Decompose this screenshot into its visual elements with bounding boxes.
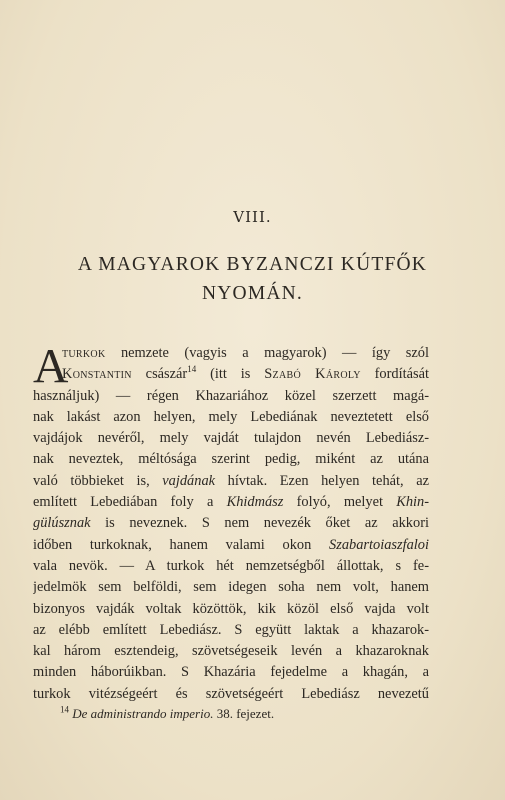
- drop-cap: A: [33, 338, 69, 393]
- text-run: Konstantin: [62, 366, 132, 383]
- text-run: folyó, melyet: [283, 494, 397, 511]
- text-run: császár: [131, 366, 188, 383]
- text-line: vajdájok nevéről, mely vajdát tulajdon nevén Lebediász-: [33, 430, 429, 447]
- chapter-number: VIII.: [233, 208, 272, 226]
- text-run: nemzete (vagyis a magyarok) — így szól: [105, 345, 429, 361]
- text-line: [33, 513, 429, 534]
- text-run: időben turkoknak, hanem valami okon: [33, 536, 330, 553]
- chapter-title: [30, 250, 475, 308]
- text-run: való többieket is,: [33, 472, 163, 489]
- text-line: nak lakást azon helyen, mely Lebediának neveztetett első: [33, 408, 429, 425]
- text-run: fordítását: [360, 366, 429, 383]
- text-run: hívtak. Ezen helyen tehát, az: [215, 472, 429, 489]
- chapter-title-line-1: A MAGYAROK BYZANCZI KÚTFŐK: [77, 254, 428, 275]
- text-run: gülúsznak: [33, 515, 91, 532]
- text-run: vajdának: [162, 472, 216, 489]
- text-line: [33, 471, 429, 492]
- footnote-text: 38. fejezet.: [213, 706, 275, 721]
- footnote-ref: 14: [187, 364, 197, 375]
- text-run: Szabó Károly: [264, 366, 361, 383]
- text-line: kal három esztendeig, szövetségeseik levén a khazaroknak: [33, 643, 429, 660]
- text-run: Khin-: [396, 494, 429, 511]
- text-line: bizonyos vajdák voltak közöttök, kik közöl első vajda volt: [33, 600, 429, 617]
- text-run: turkok: [62, 345, 106, 361]
- text-line: [33, 535, 429, 556]
- body-text: [33, 338, 429, 705]
- footnote: [60, 706, 440, 722]
- text-line: [33, 343, 429, 364]
- text-line: vala nevök. — A turkok hét nemzetségből állottak, s fe-: [33, 557, 429, 574]
- text-line: turkok vitézségeért és szövetségeért Lebediász nevezetű: [33, 685, 429, 702]
- text-line: minden háborúikban. S Khazária fejedelme a khagán, a: [33, 664, 429, 681]
- chapter-title-line-2: NYOMÁN.: [201, 283, 304, 304]
- text-run: Khidmász: [226, 494, 284, 511]
- text-run: (itt is: [196, 366, 265, 383]
- footnote-title: De administrando imperio.: [72, 706, 214, 721]
- text-line: jedelmök sem belföldi, sem idegen soha nem volt, hanem: [33, 579, 429, 596]
- text-line: [33, 364, 429, 385]
- text-line: nak neveztek, méltósága szerint pedig, miként az utána: [33, 451, 429, 468]
- text-run: is neveznek. S nem nevezék őket az akkori: [90, 515, 429, 532]
- text-line: használjuk) — régen Khazariához közel szerzett magá-: [33, 387, 429, 404]
- footnote-number: 14: [60, 704, 69, 715]
- text-run: Szabartoiaszfaloi: [329, 536, 429, 553]
- text-line: az elébb említett Lebediász. S együtt laktak a khazarok-: [33, 621, 429, 638]
- text-run: említett Lebediában foly a: [33, 494, 227, 511]
- text-line: [33, 492, 429, 513]
